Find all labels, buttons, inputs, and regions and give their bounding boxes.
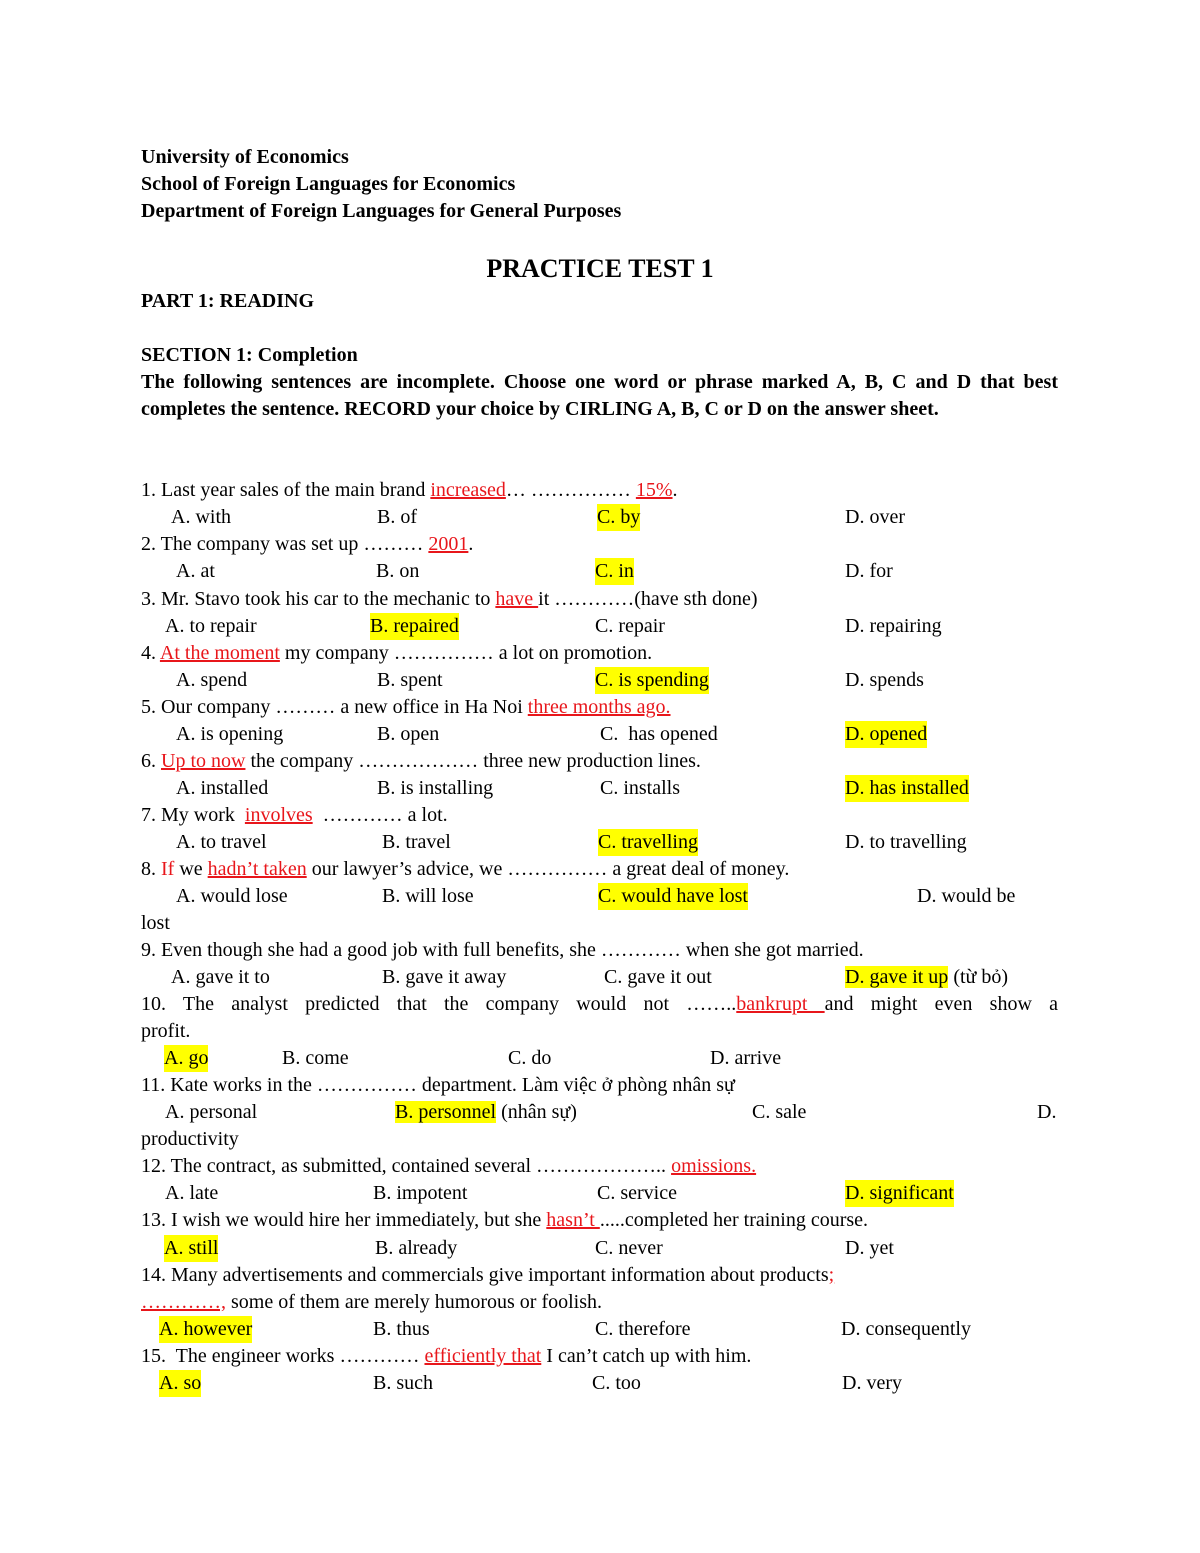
question-10-wrap: profit. [141, 1020, 191, 1042]
q11-option-d[interactable]: D. [1037, 1101, 1057, 1123]
q4-option-b[interactable]: B. spent [377, 669, 443, 691]
question-10: 10. The analyst predicted that the company would not ……..bankrupt and might even show a [141, 993, 1059, 1015]
q5-option-d[interactable]: D. opened [845, 721, 927, 748]
q12-option-c[interactable]: C. service [597, 1182, 677, 1204]
q4-option-a[interactable]: A. spend [176, 669, 248, 691]
question-2: 2. The company was set up ……… 2001. [141, 533, 474, 555]
question-14: 14. Many advertisements and commercials give important information about products; [141, 1264, 835, 1286]
q10-option-d[interactable]: D. arrive [710, 1047, 782, 1069]
q11-option-c[interactable]: C. sale [752, 1101, 807, 1123]
q13-option-b[interactable]: B. already [375, 1237, 458, 1259]
q8-option-d[interactable]: D. would be [917, 885, 1016, 907]
q8-option-a[interactable]: A. would lose [176, 885, 288, 907]
q10-option-a[interactable]: A. go [164, 1045, 208, 1072]
q15-option-d[interactable]: D. very [842, 1372, 902, 1394]
q2-option-a[interactable]: A. at [176, 560, 215, 582]
q10-option-b[interactable]: B. come [282, 1047, 349, 1069]
q6-option-d[interactable]: D. has installed [845, 775, 969, 802]
q5-option-b[interactable]: B. open [377, 723, 440, 745]
q14-option-d[interactable]: D. consequently [841, 1318, 971, 1340]
q11-option-b[interactable]: B. personnel (nhân sự) [395, 1101, 577, 1123]
q7-option-a[interactable]: A. to travel [176, 831, 267, 853]
question-7: 7. My work involves ………… a lot. [141, 804, 448, 826]
q6-option-a[interactable]: A. installed [176, 777, 269, 799]
q12-option-a[interactable]: A. late [165, 1182, 219, 1204]
q9-option-b[interactable]: B. gave it away [382, 966, 507, 988]
q5-option-c[interactable]: C. has opened [600, 723, 718, 745]
q8-option-c[interactable]: C. would have lost [598, 883, 748, 910]
q9-option-c[interactable]: C. gave it out [604, 966, 712, 988]
question-15: 15. The engineer works ………… efficiently that I can’t catch up with him. [141, 1345, 752, 1367]
question-13: 13. I wish we would hire her immediately, but she hasn’t .....completed her training course. [141, 1209, 869, 1231]
q14-option-a[interactable]: A. however [159, 1316, 252, 1343]
q15-option-c[interactable]: C. too [592, 1372, 641, 1394]
question-4: 4. At the moment my company …………… a lot on promotion. [141, 642, 653, 664]
q2-option-b[interactable]: B. on [376, 560, 420, 582]
q13-option-d[interactable]: D. yet [845, 1237, 894, 1259]
q6-option-b[interactable]: B. is installing [377, 777, 494, 799]
q3-option-b[interactable]: B. repaired [370, 613, 459, 640]
q9-option-a[interactable]: A. gave it to [171, 966, 270, 988]
q13-option-c[interactable]: C. never [595, 1237, 663, 1259]
q8-option-d-wrap: lost [141, 912, 170, 934]
question-1: 1. Last year sales of the main brand increased… …………… 15%. [141, 479, 678, 501]
part-heading: PART 1: READING [141, 290, 315, 312]
q12-option-b[interactable]: B. impotent [373, 1182, 468, 1204]
university-name: University of Economics [141, 146, 349, 168]
q9-option-d[interactable]: D. gave it up (từ bỏ) [845, 966, 1009, 988]
q10-option-c[interactable]: C. do [508, 1047, 552, 1069]
school-name: School of Foreign Languages for Economics [141, 173, 516, 195]
department-name: Department of Foreign Languages for General Purposes [141, 200, 622, 222]
question-11: 11. Kate works in the …………… department. Làm việc ở phòng nhân sự [141, 1074, 735, 1096]
q12-option-d[interactable]: D. significant [845, 1180, 954, 1207]
q7-option-b[interactable]: B. travel [382, 831, 451, 853]
q13-option-a[interactable]: A. still [164, 1235, 218, 1262]
q1-option-a[interactable]: A. with [171, 506, 231, 528]
q1-option-b[interactable]: B. of [377, 506, 417, 528]
q7-option-c[interactable]: C. travelling [598, 829, 698, 856]
q5-option-a[interactable]: A. is opening [176, 723, 284, 745]
q6-option-c[interactable]: C. installs [600, 777, 681, 799]
q15-option-a[interactable]: A. so [159, 1370, 201, 1397]
q11-option-a[interactable]: A. personal [165, 1101, 258, 1123]
question-5: 5. Our company ……… a new office in Ha Noi three months ago. [141, 696, 671, 718]
instructions: The following sentences are incomplete. Choose one word or phrase marked A, B, C and D that best completes the sentence. RECORD your choice by CIRLING A, B, C or D on the answer sheet. [141, 371, 1058, 420]
question-14-wrap: …………, some of them are merely humorous or foolish. [141, 1291, 603, 1313]
q15-option-b[interactable]: B. such [373, 1372, 433, 1394]
q14-option-b[interactable]: B. thus [373, 1318, 430, 1340]
q4-option-d[interactable]: D. spends [845, 669, 924, 691]
q2-option-c[interactable]: C. in [595, 558, 634, 585]
q8-option-b[interactable]: B. will lose [382, 885, 474, 907]
page-title: PRACTICE TEST 1 [486, 254, 714, 283]
question-12: 12. The contract, as submitted, contained several ……………….. omissions. [141, 1155, 757, 1177]
question-9: 9. Even though she had a good job with full benefits, she ………… when she got married. [141, 939, 864, 961]
q3-option-c[interactable]: C. repair [595, 615, 665, 637]
q3-option-a[interactable]: A. to repair [165, 615, 257, 637]
q11-option-d-wrap: productivity [141, 1128, 239, 1150]
question-6: 6. Up to now the company ……………… three new production lines. [141, 750, 701, 772]
question-3: 3. Mr. Stavo took his car to the mechanic to have it …………(have sth done) [141, 588, 758, 610]
section-heading: SECTION 1: Completion [141, 344, 358, 366]
q3-option-d[interactable]: D. repairing [845, 615, 942, 637]
q1-option-c[interactable]: C. by [597, 504, 640, 531]
q1-option-d[interactable]: D. over [845, 506, 905, 528]
q4-option-c[interactable]: C. is spending [595, 667, 709, 694]
q2-option-d[interactable]: D. for [845, 560, 893, 582]
q14-option-c[interactable]: C. therefore [595, 1318, 691, 1340]
question-8: 8. If we hadn’t taken our lawyer’s advice, we …………… a great deal of money. [141, 858, 790, 880]
q7-option-d[interactable]: D. to travelling [845, 831, 967, 853]
